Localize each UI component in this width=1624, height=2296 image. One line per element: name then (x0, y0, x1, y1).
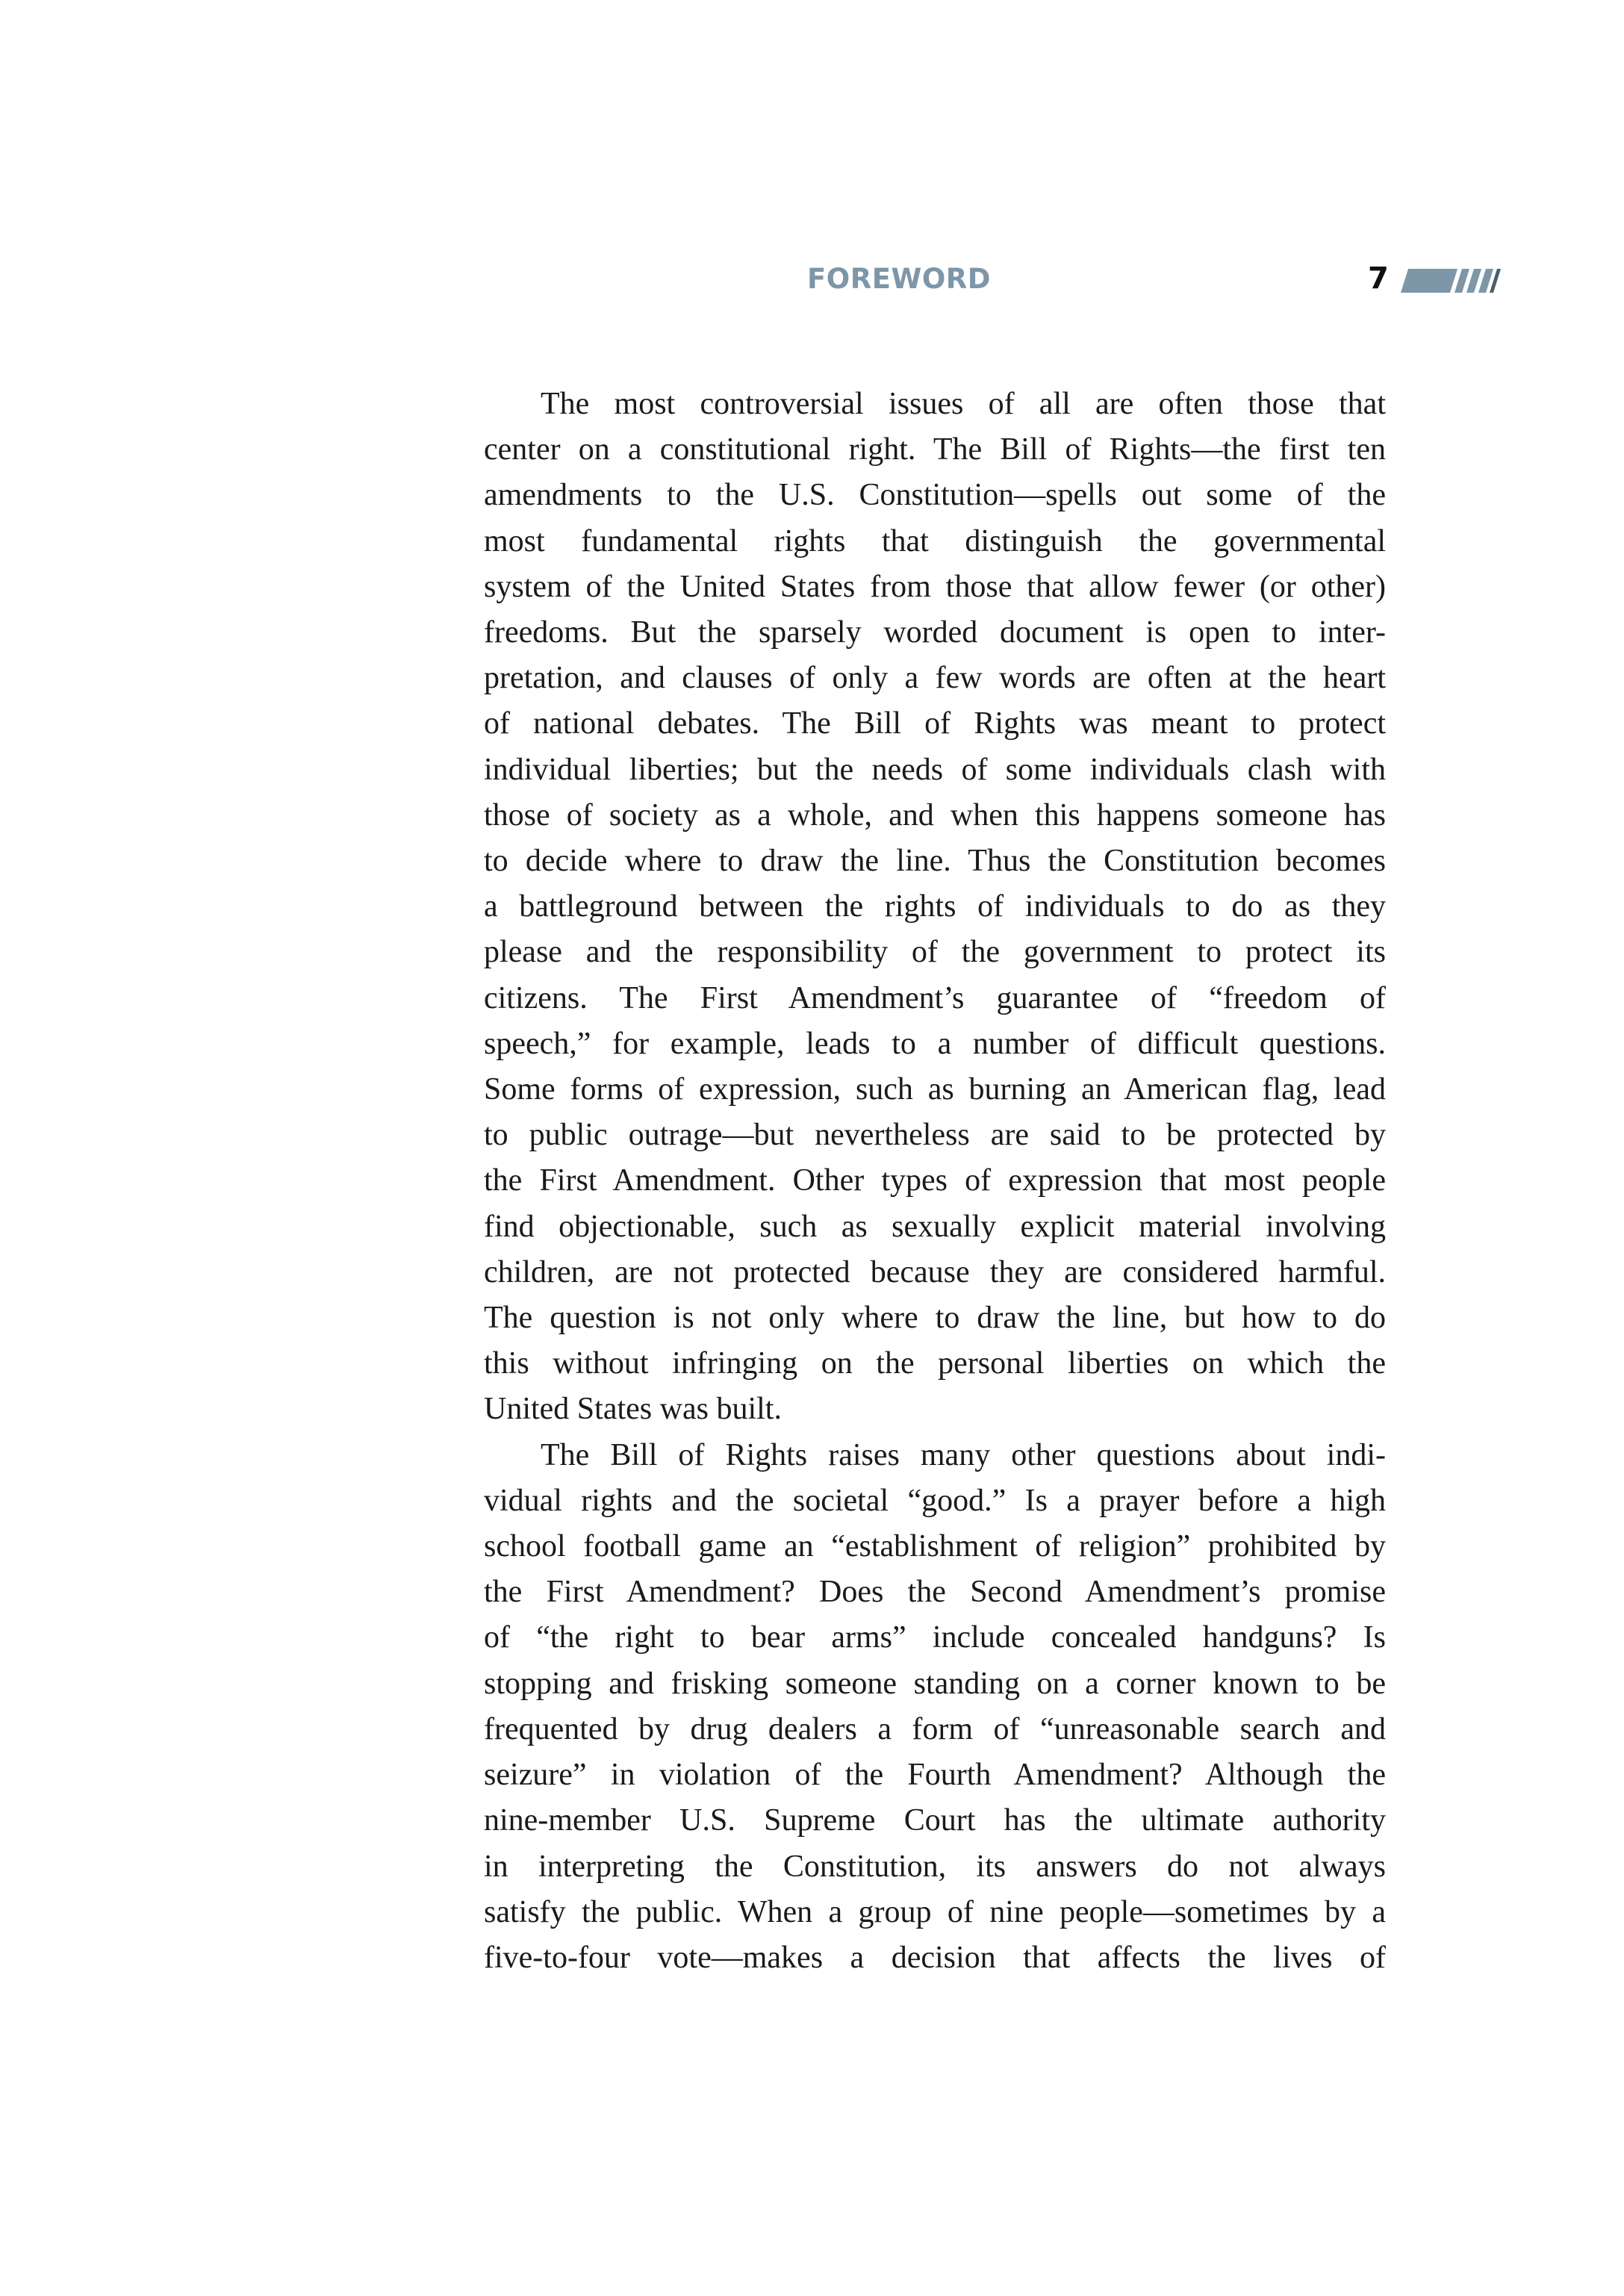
text-line: citizens. The First Amendment’s guarantee of “freedom of (484, 980, 1386, 1015)
text-line: vidual rights and the societal “good.” Is a prayer before a high (484, 1483, 1386, 1518)
ornament-bar-1 (1455, 269, 1469, 293)
body-text (484, 382, 1386, 1981)
text-line: Some forms of expression, such as burning an American flag, lead (484, 1072, 1386, 1107)
text-line: find objectionable, such as sexually explicit material involving (484, 1209, 1386, 1244)
paragraph-2 (484, 1433, 1386, 1981)
text-line: most fundamental rights that distinguish the governmental (484, 523, 1386, 559)
text-line: a battleground between the rights of individuals to do as they (484, 889, 1386, 924)
page-number: 7 (1368, 261, 1389, 296)
text-line: the First Amendment? Does the Second Amendment’s promise (484, 1575, 1386, 1610)
slanted-bars-ornament-icon (1398, 266, 1502, 296)
text-line: The Bill of Rights raises many other questions about indi- (541, 1437, 1386, 1472)
text-line: center on a constitutional right. The Bill of Rights—the first ten (484, 432, 1386, 467)
text-line: children, are not protected because they are considered harmful. (484, 1254, 1386, 1289)
ornament-bar-2 (1466, 269, 1481, 293)
text-line: The question is not only where to draw the line, but how to do (484, 1301, 1386, 1336)
text-line: United States was built. (484, 1392, 782, 1427)
text-line: the First Amendment. Other types of expression that most people (484, 1163, 1386, 1198)
text-line: school football game an “establishment of religion” prohibited by (484, 1529, 1386, 1564)
text-line: five-to-four vote—makes a decision that affects the lives of (484, 1940, 1386, 1975)
text-line: speech,” for example, leads to a number of difficult questions. (484, 1026, 1386, 1061)
ornament-bar-wide (1401, 269, 1457, 293)
text-line: satisfy the public. When a group of nine people—sometimes by a (484, 1894, 1386, 1929)
text-line: of “the right to bear arms” include concealed handguns? Is (484, 1620, 1386, 1655)
text-line: nine-member U.S. Supreme Court has the ultimate authority (484, 1803, 1386, 1838)
text-line: The most controversial issues of all are often those that (541, 387, 1386, 421)
text-line: freedoms. But the sparsely worded document is open to inter- (484, 615, 1386, 650)
running-head-title: FOREWORD (807, 263, 991, 295)
text-line: frequented by drug dealers a form of “unreasonable search and (484, 1711, 1386, 1746)
paragraph-1 (484, 382, 1386, 1433)
text-line: system of the United States from those that allow fewer (or other) (484, 569, 1386, 604)
text-line: seizure” in violation of the Fourth Amendment? Although the (484, 1758, 1386, 1793)
text-line: to public outrage—but nevertheless are said to be protected by (484, 1118, 1386, 1153)
text-line: stopping and frisking someone standing on a corner known to be (484, 1666, 1386, 1701)
text-line: those of society as a whole, and when this happens someone has (484, 797, 1386, 833)
text-line: pretation, and clauses of only a few words are often at the heart (484, 661, 1386, 696)
text-line: of national debates. The Bill of Rights was meant to protect (484, 706, 1386, 741)
text-line: amendments to the U.S. Constitution—spells out some of the (484, 478, 1386, 513)
text-line: individual liberties; but the needs of some individuals clash with (484, 752, 1386, 787)
text-line: please and the responsibility of the government to protect its (484, 935, 1386, 970)
text-line: in interpreting the Constitution, its answers do not always (484, 1849, 1386, 1884)
text-line: to decide where to draw the line. Thus the Constitution becomes (484, 844, 1386, 879)
text-line: this without infringing on the personal liberties on which the (484, 1346, 1386, 1381)
